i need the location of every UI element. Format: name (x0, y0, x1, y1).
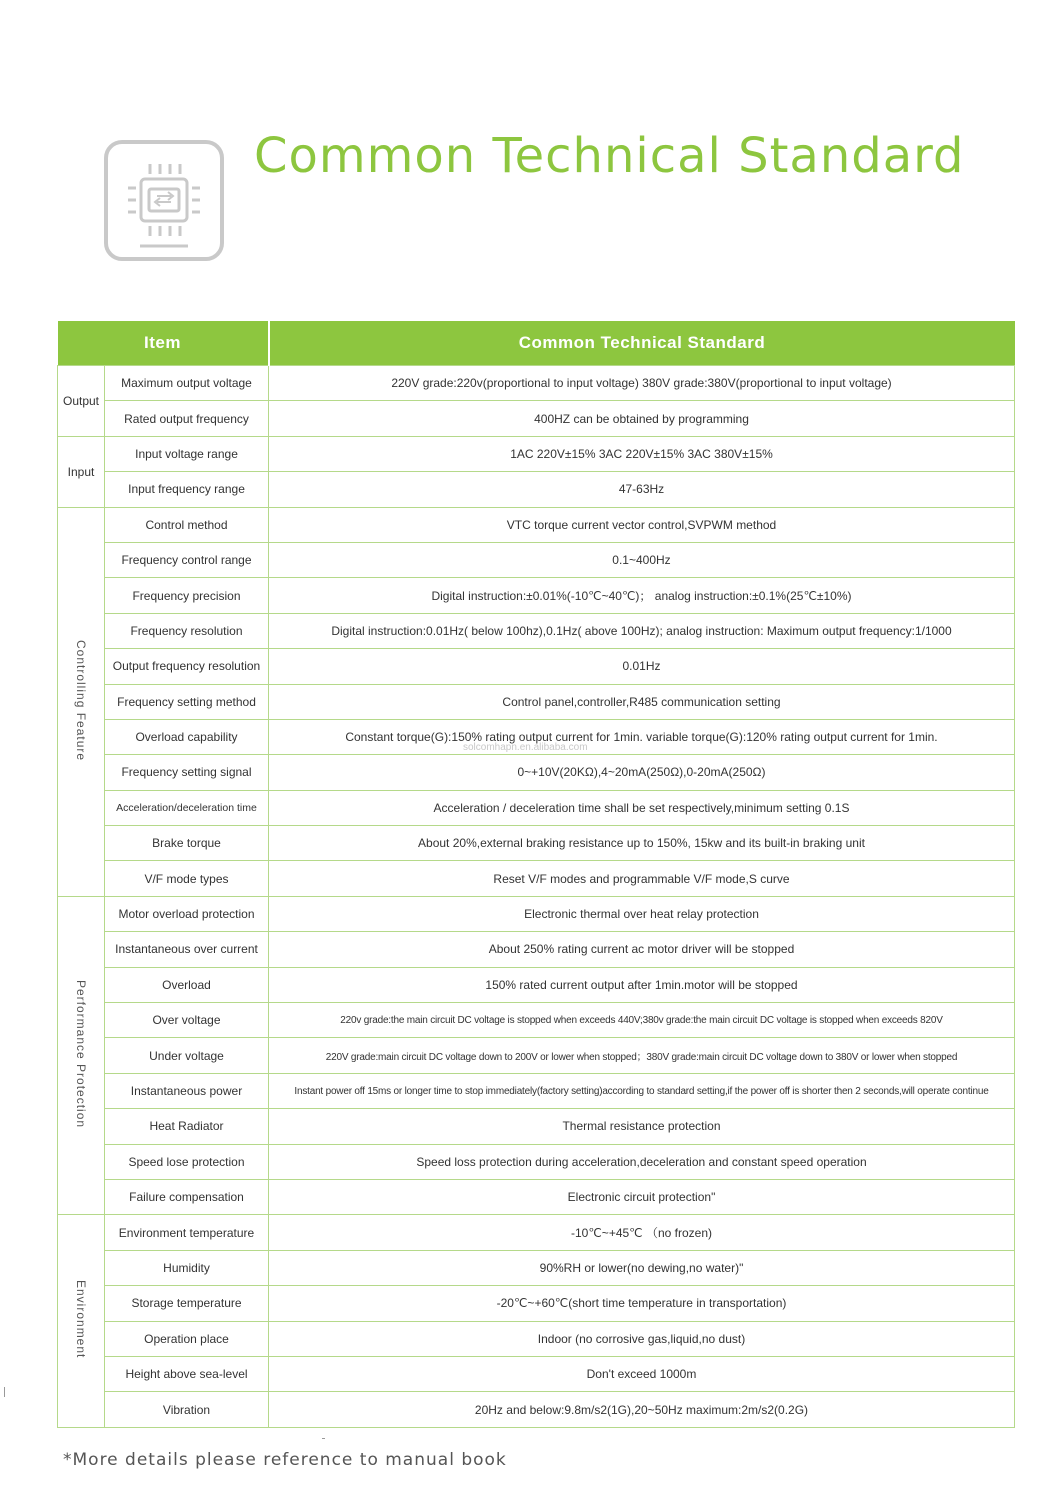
row-standard: 0.01Hz (269, 649, 1015, 684)
table-row (58, 366, 1015, 401)
group-output: Output (58, 366, 105, 437)
table-row (58, 542, 1015, 577)
table-row (58, 1073, 1015, 1108)
row-item: Operation place (105, 1321, 269, 1356)
row-standard: Control panel,controller,R485 communication setting (269, 684, 1015, 719)
row-item: Humidity (105, 1250, 269, 1285)
row-standard: 220V grade:main circuit DC voltage down to 200V or lower when stopped；380V grade:main circuit DC voltage down to 380V or lower when stopped (269, 1038, 1015, 1073)
group-label: Controlling Feature (74, 639, 88, 761)
group-environment (58, 1215, 105, 1427)
row-standard: -20℃~+60℃(short time temperature in transportation) (269, 1286, 1015, 1321)
row-standard: Electronic thermal over heat relay protection (269, 896, 1015, 931)
row-standard: Acceleration / deceleration time shall be set respectively,minimum setting 0.1S (269, 790, 1015, 825)
footnote: *More details please reference to manual book (63, 1450, 507, 1470)
row-item: Input frequency range (105, 472, 269, 507)
row-standard: About 20%,external braking resistance up to 150%, 15kw and its built-in braking unit (269, 826, 1015, 861)
group-input: Input (58, 436, 105, 507)
table-row (58, 932, 1015, 967)
row-standard: Thermal resistance protection (269, 1109, 1015, 1144)
row-standard: Constant torque(G):150% rating output current for 1min. variable torque(G):120% rating output current for 1min. (269, 719, 1015, 754)
header-item: Item (58, 321, 269, 366)
row-standard: Indoor (no corrosive gas,liquid,no dust) (269, 1321, 1015, 1356)
chip-icon (104, 140, 224, 261)
row-item: Frequency setting signal (105, 755, 269, 790)
row-standard: Digital instruction:±0.01%(-10℃~40℃)； analog instruction:±0.1%(25℃±10%) (269, 578, 1015, 613)
row-standard: 220v grade:the main circuit DC voltage is stopped when exceeds 440V;380v grade:the main circuit DC voltage is stopped when exceeds 820V (269, 1003, 1015, 1038)
row-item: Overload (105, 967, 269, 1002)
watermark: solcomhapn.en.alibaba.com (463, 742, 588, 753)
table-row (58, 967, 1015, 1002)
row-standard: 400HZ can be obtained by programming (269, 401, 1015, 436)
row-item: Brake torque (105, 826, 269, 861)
row-item: V/F mode types (105, 861, 269, 896)
row-item: Heat Radiator (105, 1109, 269, 1144)
row-item: Maximum output voltage (105, 366, 269, 401)
row-standard: 150% rated current output after 1min.motor will be stopped (269, 967, 1015, 1002)
row-item: Output frequency resolution (105, 649, 269, 684)
table-row (58, 755, 1015, 790)
row-standard: 0~+10V(20KΩ),4~20mA(250Ω),0-20mA(250Ω) (269, 755, 1015, 790)
row-item: Failure compensation (105, 1179, 269, 1214)
table-row (58, 578, 1015, 613)
row-item: Frequency resolution (105, 613, 269, 648)
table-header-row (58, 321, 1015, 366)
row-standard: Digital instruction:0.01Hz( below 100hz),0.1Hz( above 100Hz); analog instruction: Maximum output frequency:1/1000 (269, 613, 1015, 648)
spec-table (57, 321, 1015, 1428)
row-item: Speed lose protection (105, 1144, 269, 1179)
row-item: Height above sea-level (105, 1356, 269, 1391)
row-item: Input voltage range (105, 436, 269, 471)
row-standard: -10℃~+45℃ （no frozen) (269, 1215, 1015, 1250)
table-row (58, 649, 1015, 684)
header-standard: Common Technical Standard (269, 321, 1015, 366)
row-standard: Electronic circuit protection" (269, 1179, 1015, 1214)
group-label: Environment (74, 1280, 88, 1359)
row-standard: 1AC 220V±15% 3AC 220V±15% 3AC 380V±15% (269, 436, 1015, 471)
row-item: Instantaneous over current (105, 932, 269, 967)
table-row (58, 1109, 1015, 1144)
table-row (58, 896, 1015, 931)
row-item: Environment temperature (105, 1215, 269, 1250)
row-standard: Don't exceed 1000m (269, 1356, 1015, 1391)
row-item: Frequency precision (105, 578, 269, 613)
table-row (58, 1038, 1015, 1073)
table-row (58, 613, 1015, 648)
table-row (58, 1392, 1015, 1427)
row-standard: 90%RH or lower(no dewing,no water)" (269, 1250, 1015, 1285)
row-standard: 20Hz and below:9.8m/s2(1G),20~50Hz maximum:2m/s2(0.2G) (269, 1392, 1015, 1427)
table-row (58, 1250, 1015, 1285)
table-row (58, 1215, 1015, 1250)
row-standard: About 250% rating current ac motor driver will be stopped (269, 932, 1015, 967)
chip-icon-graphic (108, 144, 220, 257)
row-item: Rated output frequency (105, 401, 269, 436)
table-row (58, 1356, 1015, 1391)
table-row (58, 436, 1015, 471)
row-item: Under voltage (105, 1038, 269, 1073)
group-label: Performance Protection (74, 980, 88, 1129)
table-row (58, 1321, 1015, 1356)
row-standard: 47-63Hz (269, 472, 1015, 507)
table-row (58, 826, 1015, 861)
table-row (58, 1003, 1015, 1038)
table-row (58, 684, 1015, 719)
row-item: Vibration (105, 1392, 269, 1427)
row-item: Motor overload protection (105, 896, 269, 931)
row-standard: Reset V/F modes and programmable V/F mode,S curve (269, 861, 1015, 896)
table-row (58, 790, 1015, 825)
row-standard: 220V grade:220v(proportional to input voltage) 380V grade:380V(proportional to input voltage) (269, 366, 1015, 401)
table-row (58, 472, 1015, 507)
divider (4, 1387, 5, 1397)
table-row (58, 1286, 1015, 1321)
row-item: Control method (105, 507, 269, 542)
group-controlling-feature (58, 507, 105, 896)
row-item: Storage temperature (105, 1286, 269, 1321)
table-row (58, 507, 1015, 542)
table-row (58, 401, 1015, 436)
divider (322, 1438, 325, 1439)
row-item: Over voltage (105, 1003, 269, 1038)
row-item: Frequency setting method (105, 684, 269, 719)
row-item: Acceleration/deceleration time (105, 790, 269, 825)
table-row (58, 1144, 1015, 1179)
row-item: Overload capability (105, 719, 269, 754)
page-title: Common Technical Standard (254, 128, 965, 184)
group-performance-protection (58, 896, 105, 1215)
row-standard: 0.1~400Hz (269, 542, 1015, 577)
row-item: Instantaneous power (105, 1073, 269, 1108)
row-standard: VTC torque current vector control,SVPWM method (269, 507, 1015, 542)
row-standard: Instant power off 15ms or longer time to stop immediately(factory setting)according to standard setting,if the power off is shorter then 2 seconds,will operate continue (269, 1073, 1015, 1108)
row-item: Frequency control range (105, 542, 269, 577)
table-row (58, 1179, 1015, 1214)
row-standard: Speed loss protection during acceleration,deceleration and constant speed operation (269, 1144, 1015, 1179)
table-row (58, 861, 1015, 896)
